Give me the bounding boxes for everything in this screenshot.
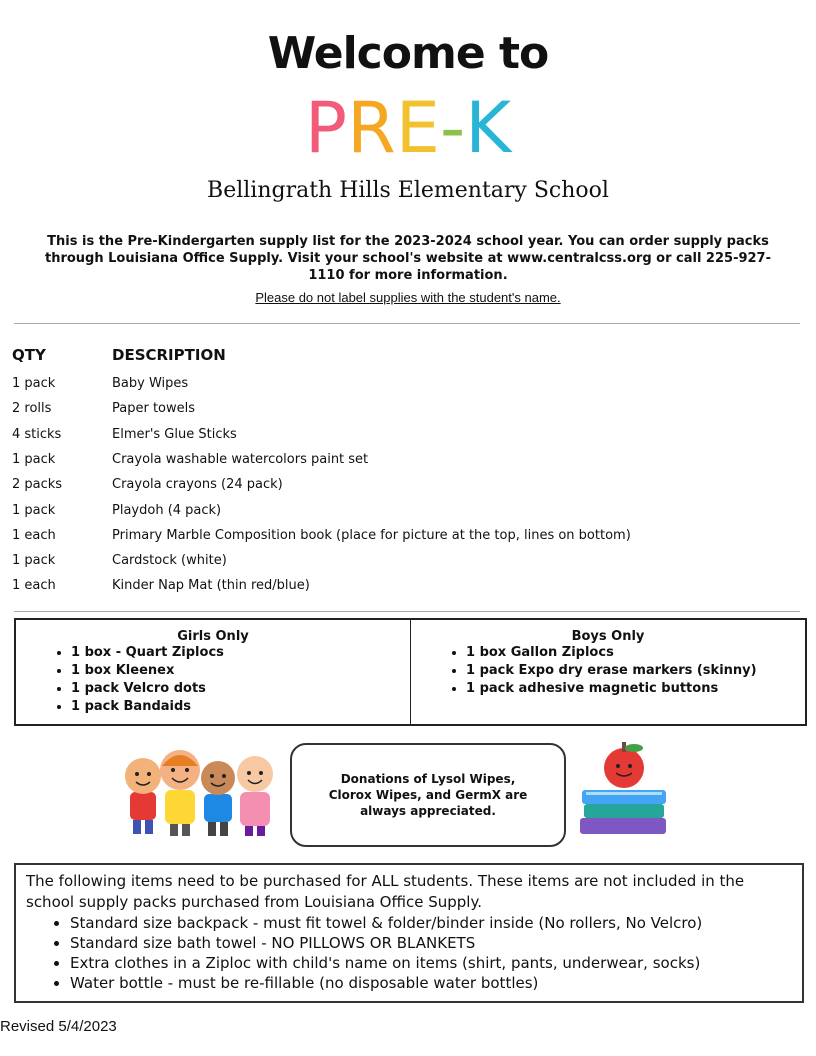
prek-letter: R: [347, 87, 396, 169]
list-item: • 1 pack Velcro dots: [71, 680, 410, 698]
supply-qty: 1 pack: [12, 451, 56, 467]
donation-text: Donations of Lysol Wipes, Clorox Wipes, and GermX are always appreciated.: [328, 772, 528, 818]
purchase-intro: The following items need to be purchased for ALL students. These items are not included in the school supply packs purchased from Louisiana Office Supply.: [26, 872, 745, 911]
boys-list: [411, 644, 805, 698]
supply-qty: 1 each: [12, 527, 56, 543]
children-illustration: [120, 740, 280, 840]
qty-header: QTY: [12, 346, 46, 364]
list-item: • Standard size bath towel - NO PILLOWS OR BLANKETS: [70, 933, 802, 953]
apple-books-illustration: [576, 740, 676, 840]
supply-qty: 2 rolls: [12, 401, 52, 417]
prek-letter: K: [465, 87, 512, 169]
list-item: • 1 box Gallon Ziplocs: [466, 644, 805, 662]
welcome-heading: Welcome to: [267, 28, 549, 79]
school-name: Bellingrath Hills Elementary School: [207, 178, 609, 203]
list-item: • 1 box Kleenex: [71, 662, 410, 680]
supply-qty: 1 pack: [12, 376, 56, 391]
supply-description: Playdoh (4 pack): [112, 502, 222, 518]
supply-description: Crayola crayons (24 pack): [112, 477, 283, 493]
revised-date: Revised 5/4/2023: [0, 1018, 117, 1035]
list-item: • Water bottle - must be re-fillable (no disposable water bottles): [70, 973, 802, 993]
supply-description: Baby Wipes: [112, 376, 189, 391]
donation-box: [290, 743, 566, 847]
list-item: • Extra clothes in a Ziploc with child's name on items (shirt, pants, underwear, socks): [70, 953, 802, 973]
supply-description: Primary Marble Composition book (place for picture at the top, lines on bottom): [112, 527, 631, 543]
supply-description: Elmer's Glue Sticks: [112, 426, 237, 442]
purchase-box: [14, 863, 804, 1003]
prek-title: [0, 88, 816, 168]
supply-qty: 4 sticks: [12, 426, 62, 442]
divider-mid: [14, 611, 800, 612]
divider-top: [14, 323, 800, 324]
description-header: DESCRIPTION: [112, 346, 226, 364]
supply-description: Cardstock (white): [112, 553, 227, 569]
supply-description: Kinder Nap Mat (thin red/blue): [112, 578, 310, 594]
girls-list: [16, 644, 410, 716]
list-item: • 1 pack adhesive magnetic buttons: [466, 680, 805, 698]
girls-title: Girls Only: [177, 629, 249, 644]
list-item: • Standard size backpack - must fit towel & folder/binder inside (No rollers, No Velcro): [70, 913, 802, 933]
prek-letter: E: [395, 87, 440, 169]
boys-section: [411, 620, 805, 724]
purchase-list: [16, 913, 802, 993]
intro-paragraph: This is the Pre-Kindergarten supply list for the 2023-2024 school year. You can order supply packs through Louisiana Office Supply. Visit your school's website at www.centralcss.org or call 225-927-1110 for more information.: [44, 234, 771, 283]
label-note: Please do not label supplies with the student's name.: [255, 290, 561, 305]
supply-qty: 2 packs: [12, 477, 63, 493]
girls-section: [16, 620, 411, 724]
supply-qty: 1 pack: [12, 502, 56, 518]
supply-qty: 1 each: [12, 578, 56, 594]
list-item: • 1 pack Expo dry erase markers (skinny): [466, 662, 805, 680]
list-item: • 1 box - Quart Ziplocs: [71, 644, 410, 662]
girls-boys-box: [14, 618, 807, 726]
boys-title: Boys Only: [571, 629, 645, 644]
prek-letter: P: [304, 87, 348, 169]
list-item: • 1 pack Bandaids: [71, 698, 410, 716]
prek-letter: -: [439, 87, 466, 169]
supply-qty: 1 pack: [12, 553, 56, 569]
supply-description: Crayola washable watercolors paint set: [112, 451, 369, 467]
supply-description: Paper towels: [112, 401, 196, 417]
